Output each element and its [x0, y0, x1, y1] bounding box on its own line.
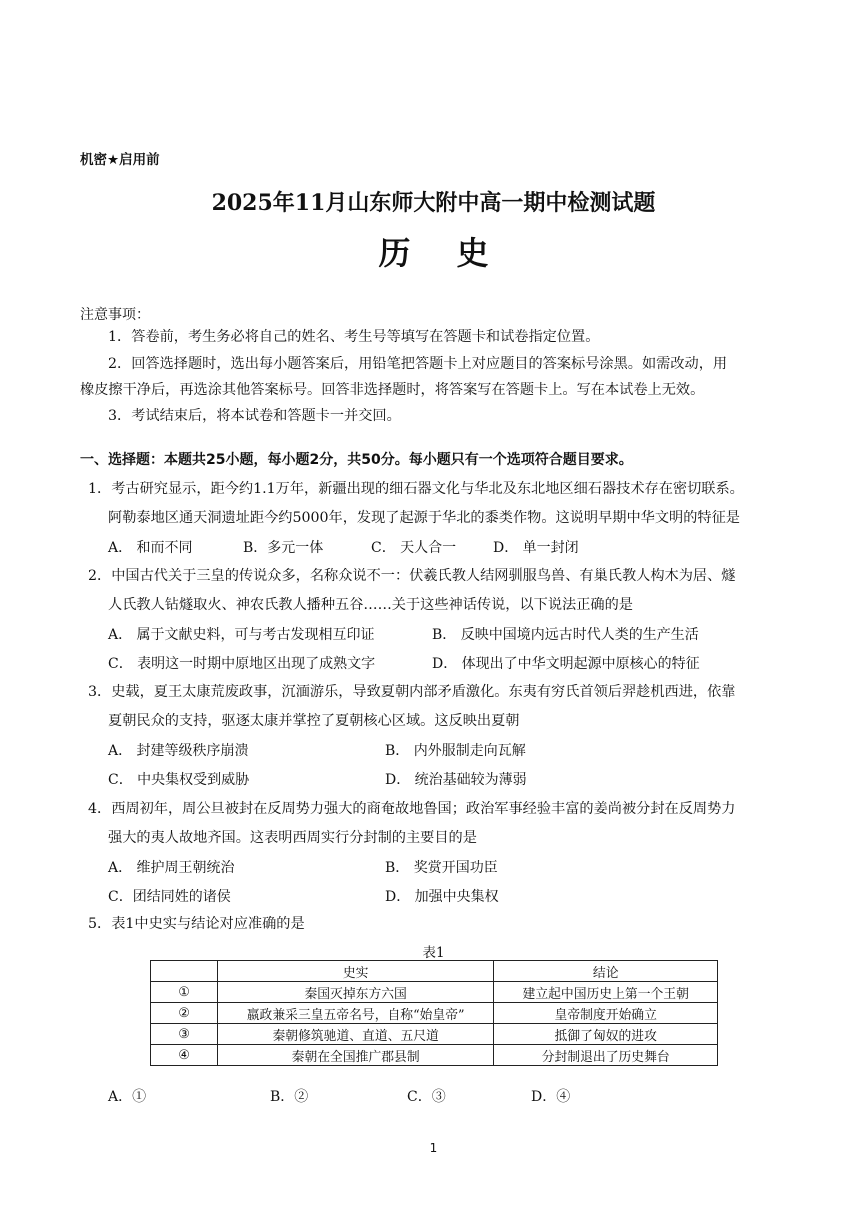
table-header-cell: 史实: [217, 961, 494, 982]
note-item: 1．答卷前，考生务必将自己的姓名、考生号等填写在答题卡和试卷指定位置。: [108, 329, 600, 345]
option-b: B． 反映中国境内远古时代人类的生产生活: [432, 627, 699, 643]
option-a: A． 属于文献史料，可与考古发现相互印证: [108, 627, 375, 643]
history-facts-table: [150, 960, 718, 1066]
question-text: 2．中国古代关于三皇的传说众多，名称众说不一：伏羲氏教人结网驯服鸟兽、有巢氏教人构木为居、燧: [88, 568, 736, 584]
note-item-continuation: 橡皮擦干净后，再选涂其他答案标号。回答非选择题时，将答案写在答题卡上。写在本试卷上无效。: [80, 382, 705, 398]
option-d: D． 加强中央集权: [385, 889, 499, 905]
section-heading: 一、选择题：本题共25小题，每小题2分，共50分。每小题只有一个选项符合题目要求。: [80, 452, 633, 468]
option-a: A．①: [108, 1089, 147, 1105]
conclusion-cell: 抵御了匈奴的进攻: [494, 1024, 718, 1045]
option-d: D．④: [531, 1089, 571, 1105]
option-d: D． 单一封闭: [493, 540, 579, 556]
table-row: [151, 1003, 718, 1024]
option-c: C． 中央集权受到威胁: [108, 772, 250, 788]
note-item: 2．回答选择题时，选出每小题答案后，用铅笔把答题卡上对应题目的答案标号涂黑。如需改动，用: [108, 356, 728, 372]
exam-title: 2025年11月山东师大附中高一期中检测试题: [211, 190, 656, 216]
option-c: C． 天人合一: [371, 540, 457, 556]
question-text: 1．考古研究显示，距今约1.1万年，新疆出现的细石器文化与华北及东北地区细石器技术存在密切联系。: [88, 481, 744, 497]
option-d: D． 统治基础较为薄弱: [385, 772, 527, 788]
notes-heading: 注意事项：: [80, 307, 150, 323]
option-a: A． 维护周王朝统治: [108, 860, 235, 876]
option-a: A． 和而不同: [108, 540, 193, 556]
table-caption: 表1: [422, 945, 445, 961]
question-text: 夏朝民众的支持，驱逐太康并掌控了夏朝核心区域。这反映出夏朝: [108, 713, 520, 729]
row-number-cell: ④: [151, 1045, 218, 1066]
fact-cell: 秦朝在全国推广郡县制: [217, 1045, 494, 1066]
conclusion-cell: 分封制退出了历史舞台: [494, 1045, 718, 1066]
subject-title: 历史: [378, 234, 535, 272]
table-header-row: [151, 961, 718, 982]
table-header-cell: [151, 961, 218, 982]
option-a: A． 封建等级秩序崩溃: [108, 743, 249, 759]
table-row: [151, 1024, 718, 1045]
option-c: C．团结同姓的诸侯: [108, 889, 231, 905]
fact-cell: 嬴政兼采三皇五帝名号，自称“始皇帝”: [217, 1003, 494, 1024]
confidential-mark: 机密★启用前: [80, 152, 160, 168]
option-d: D． 体现出了中华文明起源中原核心的特征: [432, 656, 700, 672]
question-text: 5．表1中史实与结论对应准确的是: [88, 916, 305, 932]
fact-cell: 秦国灭掉东方六国: [217, 982, 494, 1003]
conclusion-cell: 皇帝制度开始确立: [494, 1003, 718, 1024]
option-b: B． 奖赏开国功臣: [385, 860, 498, 876]
fact-cell: 秦朝修筑驰道、直道、五尺道: [217, 1024, 494, 1045]
question-text: 3．史载，夏王太康荒废政事，沉湎游乐，导致夏朝内部矛盾激化。东夷有穷氏首领后羿趁机西进，依靠: [88, 684, 736, 700]
row-number-cell: ③: [151, 1024, 218, 1045]
option-c: C． 表明这一时期中原地区出现了成熟文字: [108, 656, 376, 672]
table-row: [151, 1045, 718, 1066]
question-text: 人氏教人钻燧取火、神农氏教人播种五谷……关于这些神话传说，以下说法正确的是: [108, 597, 633, 613]
question-text: 4．西周初年，周公旦被封在反周势力强大的商奄故地鲁国；政治军事经验丰富的姜尚被分封在反周势力: [88, 801, 736, 817]
page-number: 1: [429, 1141, 438, 1155]
option-c: C．③: [407, 1089, 446, 1105]
option-b: B． 内外服制走向瓦解: [385, 743, 526, 759]
question-text: 阿勒泰地区通天洞遗址距今约5000年，发现了起源于华北的黍类作物。这说明早期中华文明的特征是: [108, 510, 740, 526]
table-header-cell: 结论: [494, 961, 718, 982]
table-row: [151, 982, 718, 1003]
question-text: 强大的夷人故地齐国。这表明西周实行分封制的主要目的是: [108, 830, 477, 846]
conclusion-cell: 建立起中国历史上第一个王朝: [494, 982, 718, 1003]
note-item: 3．考试结束后，将本试卷和答题卡一并交回。: [108, 408, 401, 424]
row-number-cell: ①: [151, 982, 218, 1003]
option-b: B．多元一体: [243, 540, 324, 556]
option-b: B．②: [270, 1089, 309, 1105]
row-number-cell: ②: [151, 1003, 218, 1024]
